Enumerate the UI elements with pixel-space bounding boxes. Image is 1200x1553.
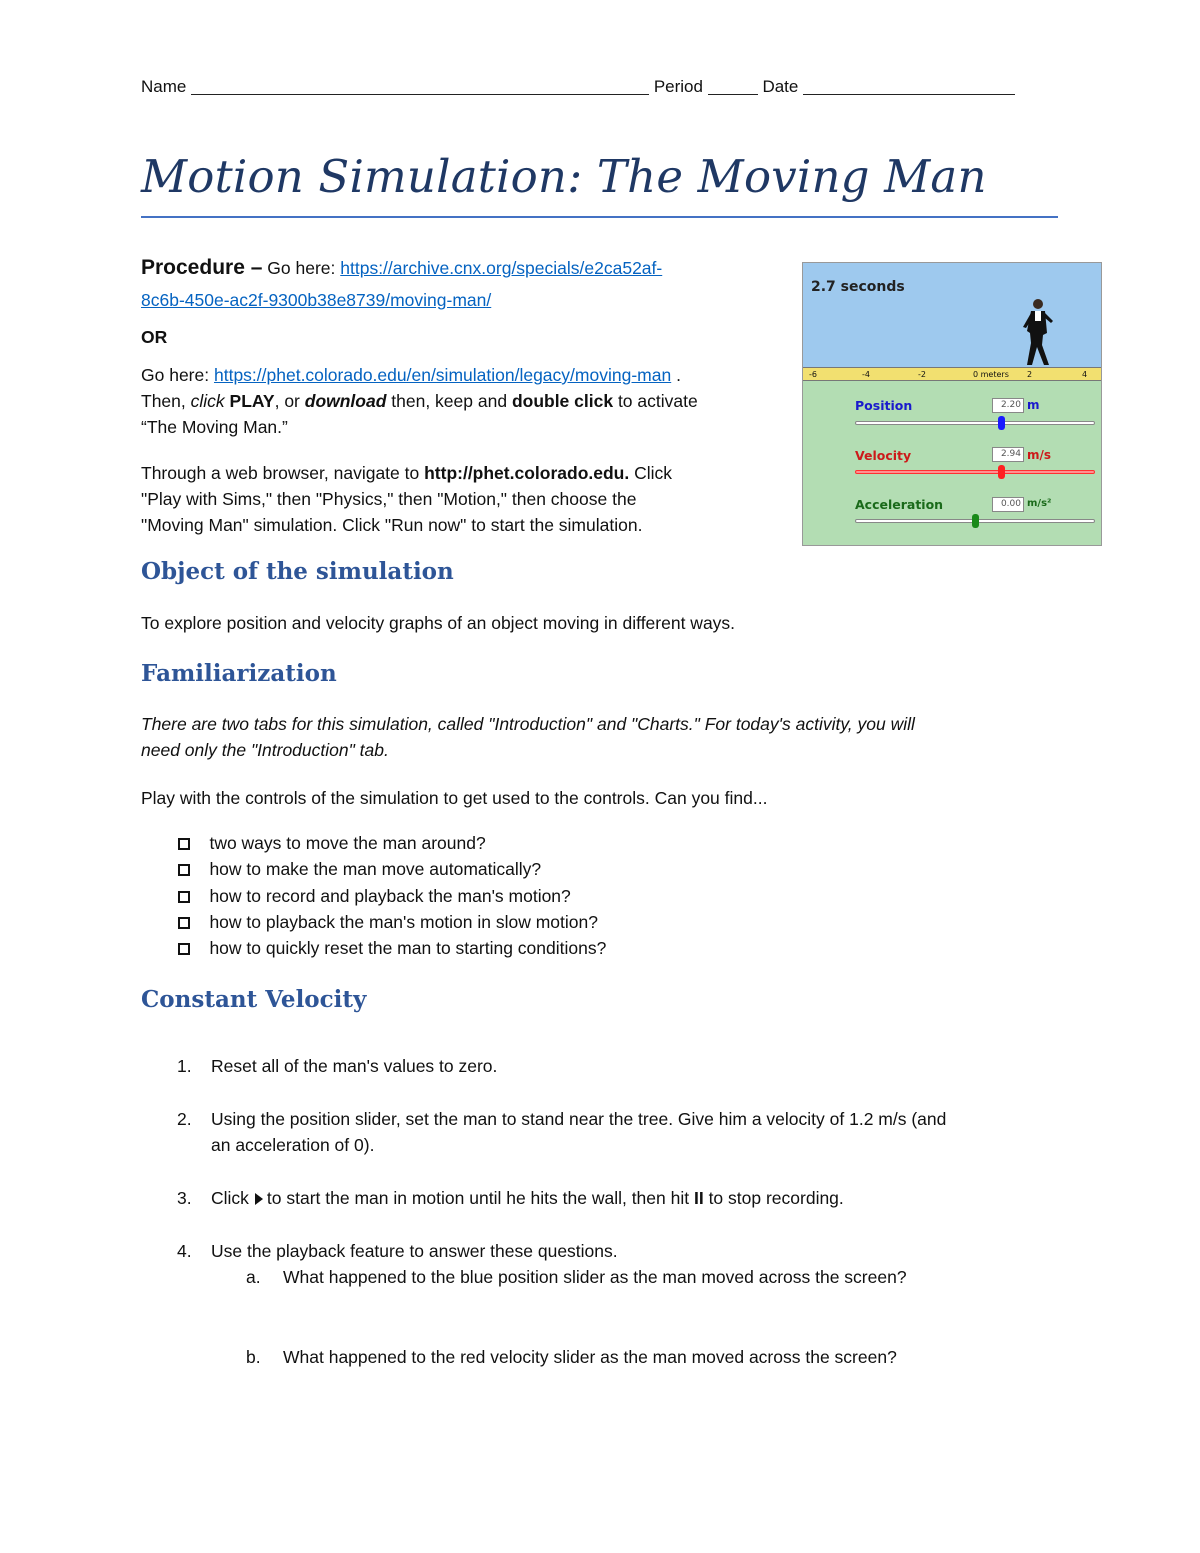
step-number: 4. bbox=[177, 1241, 192, 1261]
step-text: What happened to the red velocity slider as the man moved across the screen? bbox=[283, 1347, 897, 1367]
object-text: To explore position and velocity graphs of an object moving in different ways. bbox=[141, 613, 736, 633]
step-4b bbox=[246, 1344, 897, 1370]
or-word: , or bbox=[274, 391, 305, 411]
velocity-slider-knob[interactable] bbox=[998, 465, 1005, 479]
activate-text: to activate bbox=[613, 391, 698, 411]
checkbox-icon[interactable] bbox=[178, 917, 190, 929]
ruler-tick: -4 bbox=[862, 370, 870, 379]
step-text: Using the position slider, set the man to stand near the tree. Give him a velocity of 1.2 m/s (and bbox=[211, 1109, 947, 1129]
name-label: Name bbox=[141, 77, 187, 96]
step-3 bbox=[177, 1185, 844, 1211]
checklist-item bbox=[178, 830, 486, 856]
step-number: 2. bbox=[177, 1109, 192, 1129]
constant-velocity-heading: Constant Velocity bbox=[141, 986, 367, 1013]
sub-step-letter: b. bbox=[246, 1347, 261, 1367]
checklist-text: two ways to move the man around? bbox=[209, 833, 486, 853]
browser-click: Click bbox=[629, 463, 672, 483]
familiarization-italic-2: need only the "Introduction" tab. bbox=[141, 740, 389, 760]
procedure-line-3 bbox=[141, 362, 681, 388]
familiarization-heading: Familiarization bbox=[141, 660, 337, 687]
period-label: Period bbox=[653, 77, 703, 96]
procedure-line-2 bbox=[141, 287, 491, 313]
download-text: download bbox=[304, 391, 387, 411]
position-slider-knob[interactable] bbox=[998, 416, 1005, 430]
checklist-item bbox=[178, 935, 606, 961]
period-text: . bbox=[671, 365, 681, 385]
ruler-tick: -6 bbox=[809, 370, 817, 379]
play-text: PLAY bbox=[224, 391, 275, 411]
step-4a bbox=[246, 1264, 907, 1290]
position-slider-track[interactable] bbox=[855, 421, 1095, 425]
step-4 bbox=[177, 1238, 618, 1264]
name-field[interactable] bbox=[191, 76, 649, 95]
moving-man-quote: “The Moving Man.” bbox=[141, 417, 288, 437]
acceleration-label: Acceleration bbox=[855, 497, 944, 512]
checklist-text: how to make the man move automatically? bbox=[209, 859, 542, 879]
step-text: Click bbox=[211, 1188, 249, 1208]
moving-man-figure bbox=[1017, 297, 1057, 367]
browser-text: Through a web browser, navigate to bbox=[141, 463, 425, 483]
go-here-text-2: Go here: bbox=[141, 365, 210, 385]
familiarization-play-text: Play with the controls of the simulation to get used to the controls. Can you find... bbox=[141, 788, 768, 808]
checklist-text: how to quickly reset the man to starting conditions? bbox=[209, 938, 607, 958]
checkbox-icon[interactable] bbox=[178, 864, 190, 876]
position-unit: m bbox=[1027, 398, 1040, 412]
click-text: click bbox=[190, 391, 225, 411]
velocity-label: Velocity bbox=[855, 448, 912, 463]
pause-icon: II bbox=[693, 1188, 704, 1208]
procedure-line-1 bbox=[141, 255, 662, 281]
or-text: OR bbox=[141, 327, 168, 347]
step-1 bbox=[177, 1053, 497, 1079]
checklist-text: how to record and playback the man's motion? bbox=[209, 886, 571, 906]
position-value[interactable]: 2.20 bbox=[992, 398, 1024, 413]
step-number: 1. bbox=[177, 1056, 192, 1076]
ruler-tick: 4 bbox=[1082, 370, 1088, 379]
sub-step-letter: a. bbox=[246, 1267, 261, 1287]
step-text: to stop recording. bbox=[703, 1188, 844, 1208]
position-label: Position bbox=[855, 398, 913, 413]
moving-man-screenshot bbox=[802, 262, 1102, 546]
velocity-slider-track[interactable] bbox=[855, 470, 1095, 474]
checklist-item bbox=[178, 856, 541, 882]
step-text: Use the playback feature to answer these questions. bbox=[211, 1241, 618, 1261]
go-here-text: Go here: bbox=[267, 258, 336, 278]
ruler-tick: 2 bbox=[1027, 370, 1033, 379]
ruler-tick: -2 bbox=[918, 370, 926, 379]
sim-ruler bbox=[803, 367, 1101, 381]
step-text: to start the man in motion until he hits the wall, then hit bbox=[266, 1188, 694, 1208]
then-text: Then, bbox=[141, 391, 191, 411]
checklist-item bbox=[178, 883, 571, 909]
step-number: 3. bbox=[177, 1188, 192, 1208]
ruler-tick: 0 meters bbox=[973, 370, 1009, 379]
page-title: Motion Simulation: The Moving Man bbox=[141, 150, 987, 203]
acceleration-unit: m/s² bbox=[1027, 498, 1052, 509]
keep-text: then, keep and bbox=[386, 391, 512, 411]
checkbox-icon[interactable] bbox=[178, 838, 190, 850]
velocity-value[interactable]: 2.94 bbox=[992, 447, 1024, 462]
procedure-label: Procedure – bbox=[141, 256, 263, 279]
browser-line-2: "Play with Sims," then "Physics," then "Motion," then choose the bbox=[141, 489, 637, 509]
step-text: What happened to the blue position slider as the man moved across the screen? bbox=[283, 1267, 907, 1287]
date-label: Date bbox=[762, 77, 799, 96]
play-icon bbox=[255, 1193, 263, 1205]
object-heading: Object of the simulation bbox=[141, 558, 454, 585]
acceleration-value[interactable]: 0.00 bbox=[992, 497, 1024, 512]
checkbox-icon[interactable] bbox=[178, 943, 190, 955]
date-field[interactable] bbox=[803, 76, 1015, 95]
familiarization-italic-1: There are two tabs for this simulation, called "Introduction" and "Charts." For today's activity, you will bbox=[141, 714, 915, 734]
step-text: Reset all of the man's values to zero. bbox=[211, 1056, 498, 1076]
phet-link[interactable]: https://phet.colorado.edu/en/simulation/legacy/moving-man bbox=[213, 365, 672, 385]
archive-link-cont[interactable]: 8c6b-450e-ac2f-9300b38e8739/moving-man/ bbox=[141, 290, 492, 310]
browser-url: http://phet.colorado.edu. bbox=[424, 463, 630, 483]
procedure-line-4 bbox=[141, 388, 698, 414]
sim-time: 2.7 seconds bbox=[811, 279, 905, 295]
header-fields bbox=[141, 74, 1015, 100]
acceleration-slider-knob[interactable] bbox=[972, 514, 979, 528]
step-2 bbox=[177, 1106, 946, 1132]
checklist-item bbox=[178, 909, 598, 935]
title-divider bbox=[141, 216, 1058, 218]
step-2-cont: an acceleration of 0). bbox=[211, 1135, 375, 1155]
checklist-text: how to playback the man's motion in slow motion? bbox=[209, 912, 598, 932]
period-field[interactable] bbox=[708, 76, 758, 95]
checkbox-icon[interactable] bbox=[178, 891, 190, 903]
archive-link[interactable]: https://archive.cnx.org/specials/e2ca52af- bbox=[340, 258, 663, 278]
double-click-text: double click bbox=[511, 391, 614, 411]
velocity-unit: m/s bbox=[1027, 448, 1052, 462]
browser-line-1 bbox=[141, 460, 672, 486]
browser-line-3: "Moving Man" simulation. Click "Run now" to start the simulation. bbox=[141, 515, 643, 535]
